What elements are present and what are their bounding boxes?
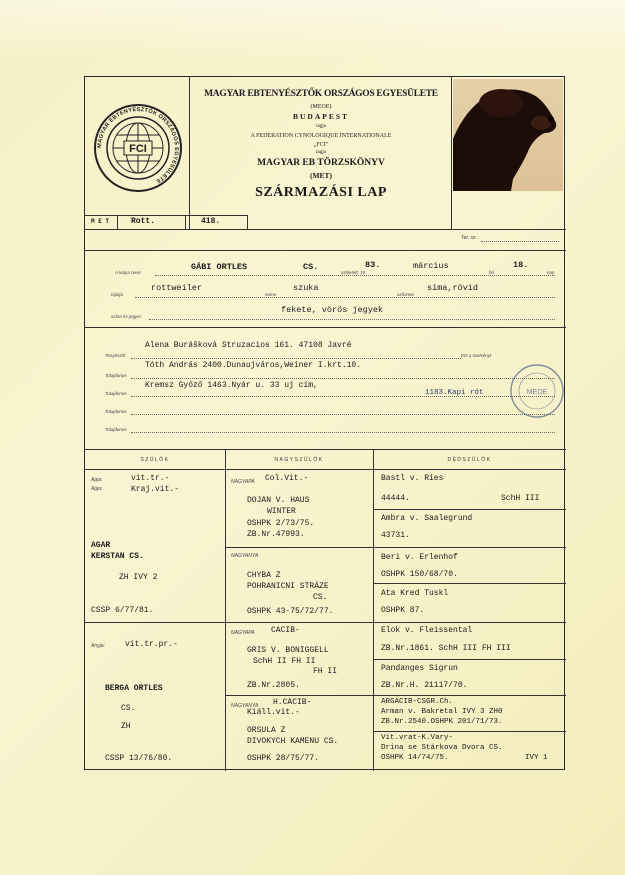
coat: sima,rövid xyxy=(427,283,479,293)
pgs-reg-2: ZB.Nr.47993. xyxy=(247,530,305,539)
ggp-4-name: Ata Kred Tuskl xyxy=(381,589,449,598)
breed: rottweiler xyxy=(151,283,203,293)
name-label: A kutya neve xyxy=(115,270,141,275)
mgs-titles: CACIB- xyxy=(271,626,300,635)
ggp-6-name: Pandanges Sigrun xyxy=(381,664,458,673)
ggp-8-title: Vit.vrat-K.Vary- xyxy=(381,734,454,742)
pgd-label: NAGYANYA xyxy=(231,553,259,559)
document-title: SZÁRMAZÁSI LAP xyxy=(255,185,387,200)
birth-day: 18. xyxy=(513,260,529,270)
pgd-name-2: POHRANICNI STRÁZE xyxy=(247,582,329,591)
dam-name-1: BERGA ORTLES xyxy=(105,684,163,693)
month-suffix: hó xyxy=(489,270,495,275)
breed-label: fajtája xyxy=(111,292,124,297)
met-label: M E T xyxy=(91,218,110,225)
mgd-name-2: DIVOKYCH KAMENU CS. xyxy=(247,737,339,746)
registry-title: MAGYAR EB TÖRZSKÖNYV xyxy=(257,158,385,168)
owner-label-1: Tulajdonos xyxy=(105,373,127,378)
birth-month: március xyxy=(413,261,449,271)
tag2-text: tagja xyxy=(316,150,326,155)
dam-name-2: CS. xyxy=(121,704,136,713)
seal-text: MEOE xyxy=(526,389,548,396)
sire-reg: CSSP 6/77/81. xyxy=(91,606,154,615)
ggp-6-reg: ZB.Nr.H. 21117/70. xyxy=(381,681,468,690)
sire-line-3: ZH IVY 2 xyxy=(119,573,158,582)
city: BUDAPEST xyxy=(292,112,349,121)
sire-titles-1: vit.tr.- xyxy=(131,474,170,483)
sire-name-1: AGAR xyxy=(91,541,111,550)
rottweiler-silhouette-icon xyxy=(453,79,563,191)
tag-text: tagja xyxy=(316,124,326,129)
mgs-reg: ZB.Nr.2805. xyxy=(247,681,300,690)
owner-2: Kremsz Győző 1463.Nyár u. 33 uj cím, xyxy=(145,381,318,390)
ownership-seal-stamp xyxy=(509,363,565,419)
sex-label: neme xyxy=(265,292,277,297)
ggp-5-reg: ZB.Nr.1861. SchH III FH III xyxy=(381,644,511,653)
col-greatgrandparents: DÉDSZÜLŐK xyxy=(447,457,492,463)
breeder: Alena Burášková Struzacios 161. 47108 Javré xyxy=(145,341,352,350)
fci-logo xyxy=(93,103,183,193)
col-grandparents: NAGYSZÜLŐK xyxy=(274,457,324,463)
registry-abbr: (MET) xyxy=(309,171,333,180)
sire-label: Apja: xyxy=(91,477,103,483)
owner-label-2: Tulajdonos xyxy=(105,391,127,396)
pgd-reg: OSHPK 43-75/72/77. xyxy=(247,607,334,616)
pgs-label: NAGYAPA xyxy=(231,479,255,485)
pgs-name: DOJAN V. HAUS xyxy=(247,496,310,505)
ggp-7-reg: ZB.Nr.2540.OSHPK 201/71/73. xyxy=(381,718,503,726)
mgs-name: GRIS V. BONIGGELL xyxy=(247,646,329,655)
pgs-reg-1: OSHPK 2/73/75. xyxy=(247,519,315,528)
dam-line-3: ZH xyxy=(121,722,131,731)
ggp-2-name: Ambra v. Saalegrund xyxy=(381,514,473,523)
dog-name: GÁBI ORTLES xyxy=(191,262,248,272)
coat-label: szőrzete xyxy=(397,292,415,297)
stamp-label: Ezt a szelvényt xyxy=(461,353,492,358)
ggp-1-title: SchH III xyxy=(501,494,540,503)
pgs-name-2: WINTER xyxy=(267,507,296,516)
sire-prefix: Apja: xyxy=(91,486,103,492)
ggp-8-reg: OSHPK 14/74/75. xyxy=(381,754,449,762)
birth-year: 83. xyxy=(365,260,381,270)
dam-label: Anyja: xyxy=(91,643,105,649)
ggp-8-name: Drina se Stárkova Dvora CS. xyxy=(381,744,503,752)
mgs-line-3: FH II xyxy=(313,667,338,676)
logo-ring-text: MAGYAR EBTENYÉSZTŐK ORSZÁGOS EGYESÜLETE xyxy=(96,106,180,185)
ggp-1-name: Bastl v. Ries xyxy=(381,474,444,483)
sex-value: szuka xyxy=(293,283,319,293)
pgs-titles: Col.Vit.- xyxy=(265,474,309,483)
ggp-1-reg: 44444. xyxy=(381,494,410,503)
pgd-name: CHYBA Z xyxy=(247,571,281,580)
dam-titles-1: vit.tr.pr.- xyxy=(125,640,178,649)
document-frame xyxy=(84,76,565,770)
owner-2-cont: 1183.Kapi rót xyxy=(425,389,484,397)
mgd-name: ORSULA Z xyxy=(247,726,286,735)
logo-center-text: FCI xyxy=(129,143,147,155)
breed-code: Rott. xyxy=(131,217,156,226)
dog-photo xyxy=(453,79,563,191)
ggp-2-reg: 43731. xyxy=(381,531,410,540)
mgd-titles-2: Kiáll.vit.- xyxy=(247,708,300,717)
org-title: MAGYAR EBTENYÉSZTŐK ORSZÁGOS EGYESÜLETE xyxy=(204,89,438,99)
mgd-titles-1: H.CACIB- xyxy=(273,698,312,707)
ggp-3-reg: OSHPK 150/68/70. xyxy=(381,570,458,579)
org-abbr: (MEOE) xyxy=(310,104,332,110)
mgd-label: NAGYANYA xyxy=(231,703,259,709)
federation-text: A FEDERATION CYNOLOGIQUE INTERNATIONALE xyxy=(250,133,392,139)
seal-icon xyxy=(509,363,565,419)
color: fekete, vörös jegyek xyxy=(281,305,384,315)
mgd-reg: OSHPK 28/75/77. xyxy=(247,754,320,763)
col-parents: SZÜLŐK xyxy=(140,457,170,463)
ggp-3-name: Beri v. Erlenhof xyxy=(381,553,458,562)
dog-sex-abbr: CS. xyxy=(303,262,319,272)
owner-label-4: Tulajdonos xyxy=(105,427,127,432)
ggp-7-name: Arman v. Bakretal IVY 3 ZH0 xyxy=(381,708,503,716)
breeder-label: Tenyésztő xyxy=(105,353,126,358)
color-label: színe és jegyei xyxy=(111,314,141,319)
tet-label: Tet. sz. xyxy=(461,235,477,241)
mgs-line-2: SchH II FH II xyxy=(253,657,316,666)
owner-label-3: Tulajdonos xyxy=(105,409,127,414)
ggp-8-ivy: IVY 1 xyxy=(525,754,548,762)
fci-abbr: „FCI" xyxy=(313,142,329,148)
day-suffix: nap xyxy=(547,270,555,275)
paper-fold-shading xyxy=(0,0,625,60)
sire-name-2: KERSTAN CS. xyxy=(91,552,144,561)
born-label: született: 19 xyxy=(341,270,366,275)
ggp-7-title: ARGACIB-CSGR.Ch. xyxy=(381,698,454,706)
mgs-label: NAGYAPA xyxy=(231,630,255,636)
ggp-5-name: Elok v. Fleissental xyxy=(381,626,473,635)
owner-1: Tóth András 2400.Dunaujváros,Weiner I.krt.10. xyxy=(145,361,362,370)
fci-globe-icon xyxy=(93,103,183,193)
ggp-4-reg: OSHPK 87. xyxy=(381,606,425,615)
dam-reg: CSSP 13/76/80. xyxy=(105,754,173,763)
pgd-name-3: CS. xyxy=(313,593,328,602)
sire-titles-2: Kraj.vit.- xyxy=(131,485,180,494)
registration-number: 418. xyxy=(201,217,221,226)
